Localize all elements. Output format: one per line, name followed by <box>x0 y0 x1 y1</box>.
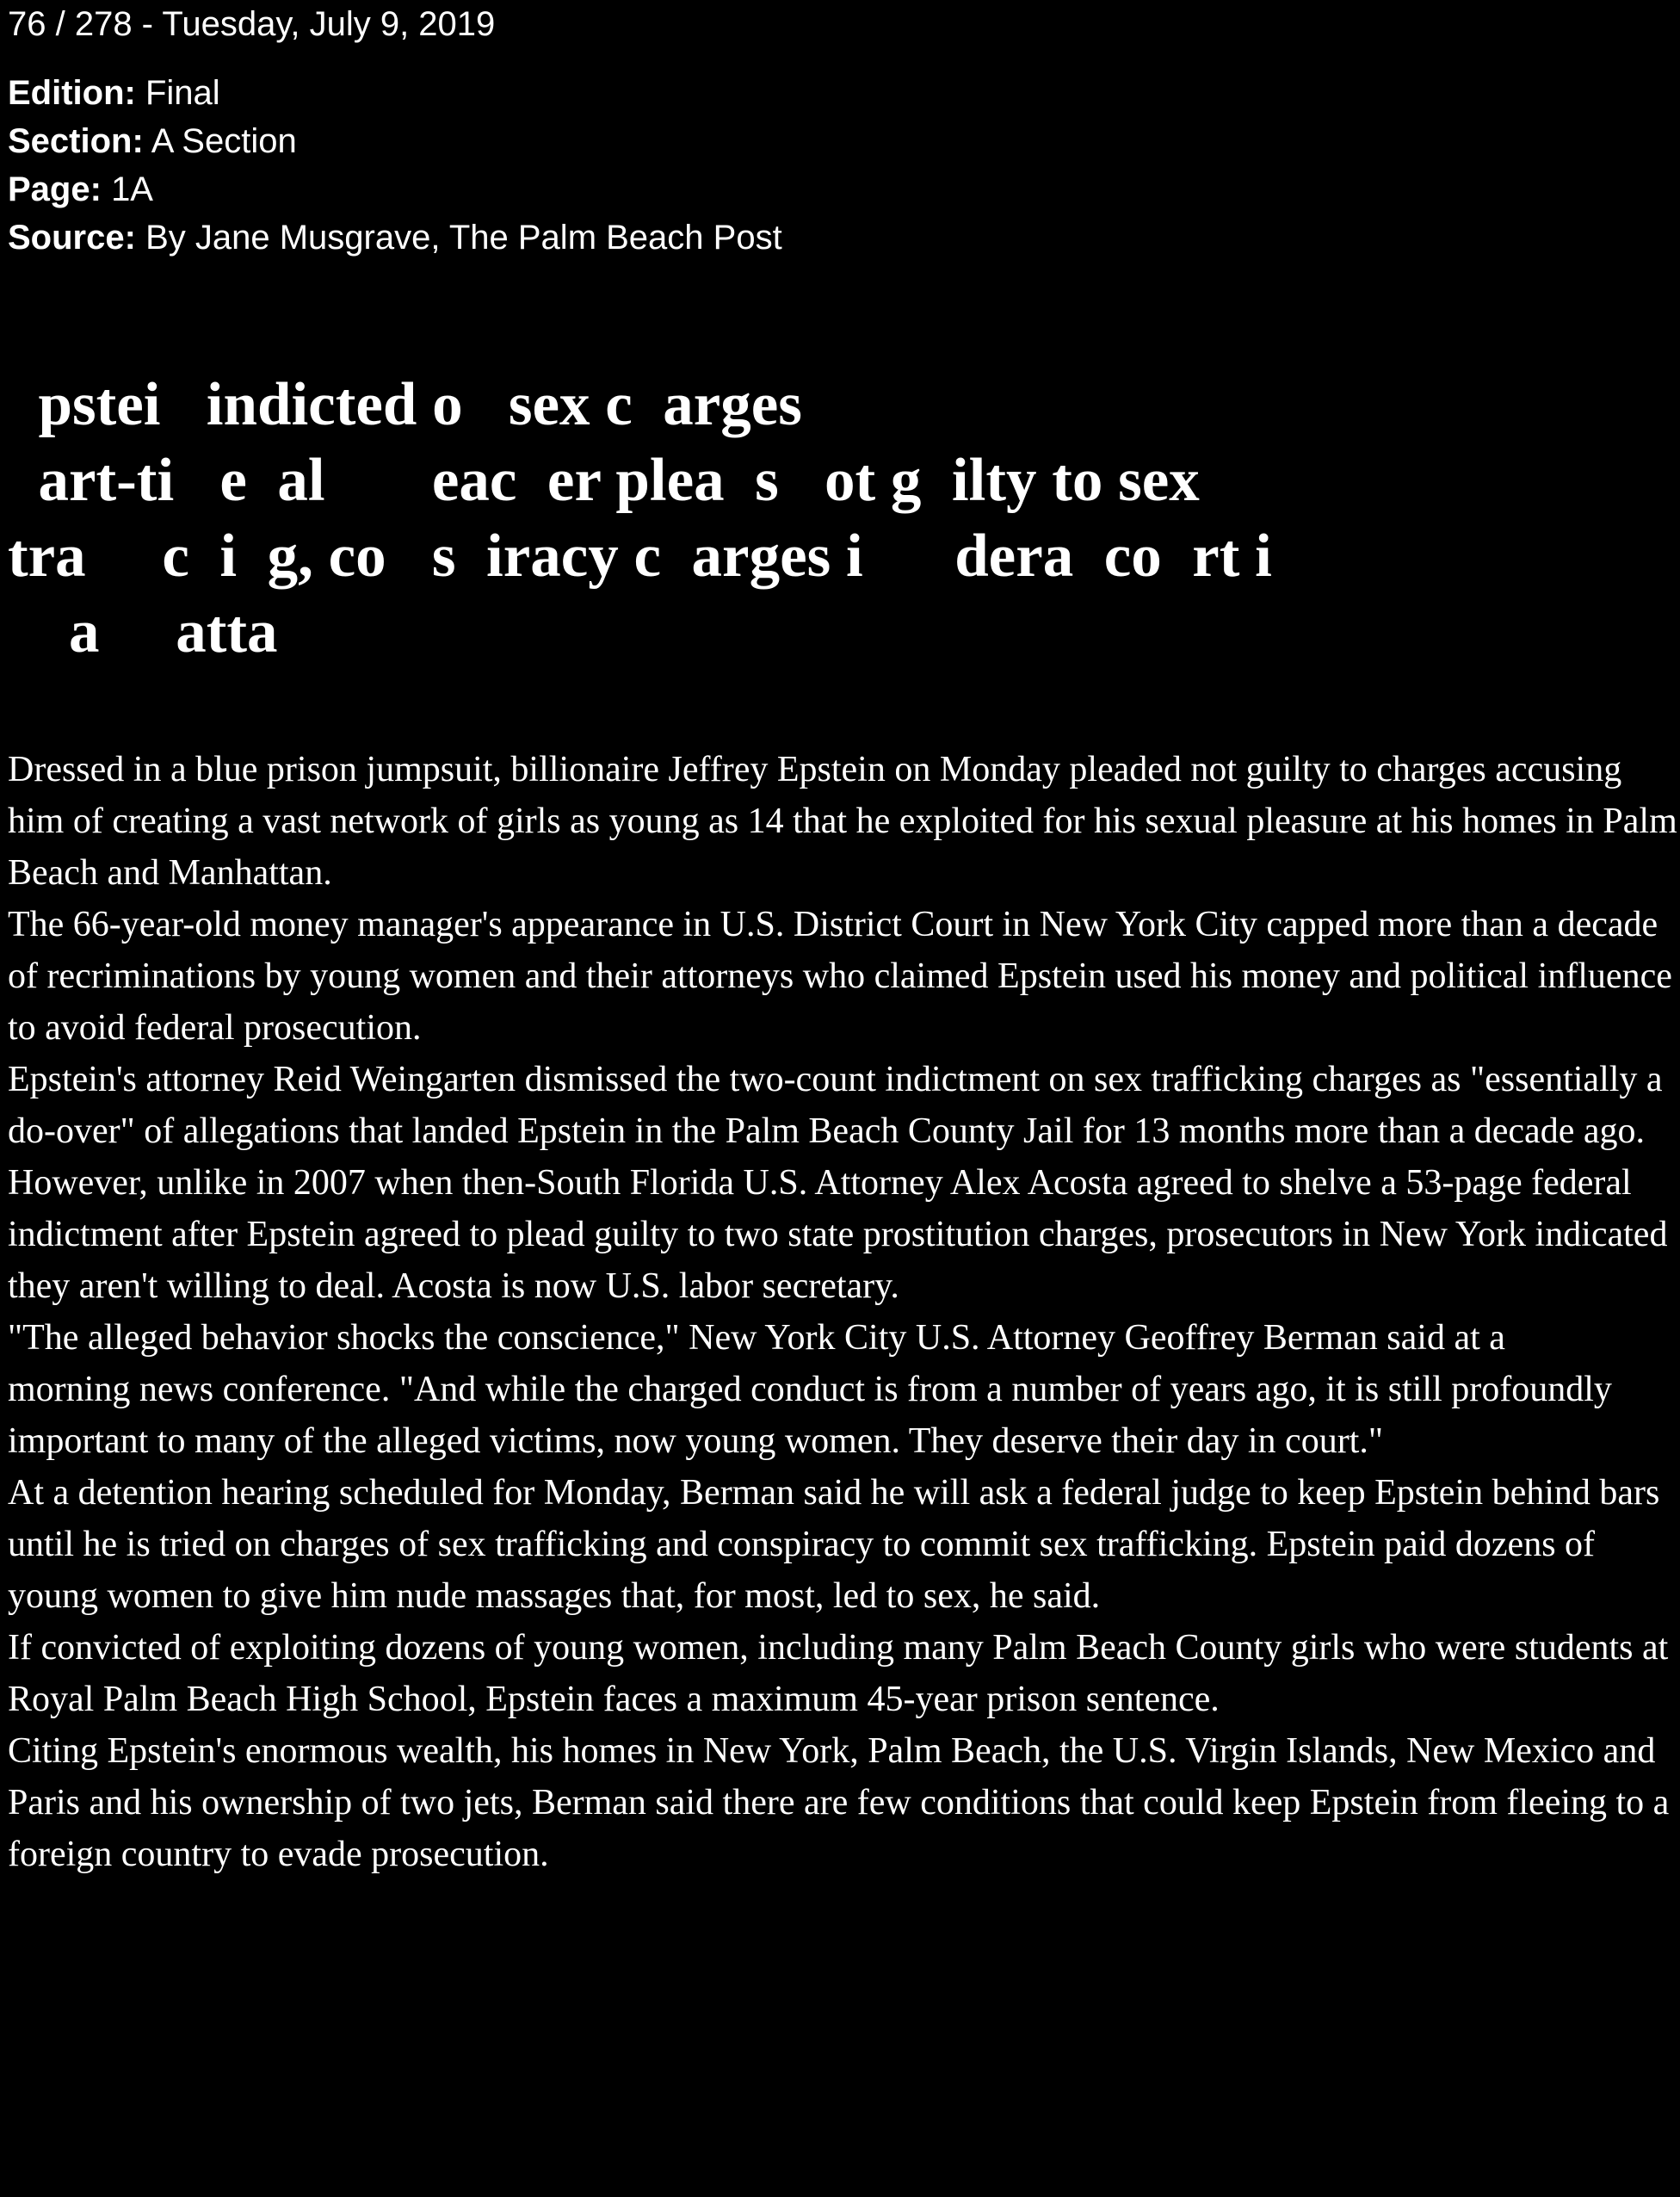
article-paragraph: Epstein's attorney Reid Weingarten dismissed the two-count indictment on sex trafficking charges as "essentially a do-over" of allegations that landed Epstein in the Palm Beach County Jail for 13 months more than a decade ago. <box>8 1060 1663 1151</box>
section-row <box>8 117 782 165</box>
headline <box>8 367 1488 670</box>
article-paragraph: Citing Epstein's enormous wealth, his homes in New York, Palm Beach, the U.S. Virgin Islands, New Mexico and Paris and his ownership of two jets, Berman said there are few conditions that could keep Epstein from fleeing to a foreign country to evade prosecution. <box>8 1731 1670 1874</box>
article-metadata <box>8 0 782 262</box>
article-paragraph: At a detention hearing scheduled for Monday, Berman said he will ask a federal judge to keep Epstein behind bars until he is tried on charges of sex trafficking and conspiracy to commit sex trafficking. Epstein paid dozens of young women to give him nude massages that, for most, led to sex, he said. <box>8 1473 1660 1616</box>
section-value: A Section <box>151 122 297 160</box>
page-value: 1A <box>111 170 153 208</box>
article-paragraph: Dressed in a blue prison jumpsuit, billionaire Jeffrey Epstein on Monday pleaded not guilty to charges accusing him of creating a vast network of girls as young as 14 that he exploited for his sexual pleasure at his homes in Palm Beach and Manhattan. <box>8 750 1677 893</box>
page-row <box>8 165 782 214</box>
article-paragraph: "The alleged behavior shocks the conscience," New York City U.S. Attorney Geoffrey Berman said at a <box>8 1318 1505 1358</box>
headline-line: pstei indicted o sex c arges <box>8 371 802 438</box>
dateline: 76 / 278 - Tuesday, July 9, 2019 <box>8 5 496 43</box>
edition-value: Final <box>145 74 220 112</box>
article-paragraph: If convicted of exploiting dozens of young women, including many Palm Beach County girls who were students at Royal Palm Beach High School, Epstein faces a maximum 45-year prison sentence. <box>8 1628 1669 1719</box>
headline-line: art-ti e al eac er plea s ot g ilty to sex <box>8 447 1200 514</box>
headline-line: a atta <box>8 598 278 665</box>
source-value: By Jane Musgrave, The Palm Beach Post <box>145 219 782 257</box>
headline-line: tra c i g, co s iracy c arges i dera co rt i <box>8 523 1272 590</box>
edition-label: Edition: <box>8 74 136 112</box>
page-label: Page: <box>8 170 102 208</box>
source-row <box>8 214 782 262</box>
edition-row <box>8 69 782 117</box>
article-paragraph: However, unlike in 2007 when then-South Florida U.S. Attorney Alex Acosta agreed to shelve a 53-page federal indictment after Epstein agreed to plead guilty to two state prostitution charges, prosecutors in New York indicated they aren't willing to deal. Acosta is now U.S. labor secretary. <box>8 1163 1668 1306</box>
source-label: Source: <box>8 219 136 257</box>
section-label: Section: <box>8 122 144 160</box>
article-paragraph: The 66-year-old money manager's appearance in U.S. District Court in New York City capped more than a decade of recriminations by young women and their attorneys who claimed Epstein used his money and political influence to avoid federal prosecution. <box>8 905 1672 1048</box>
article-paragraph: morning news conference. "And while the charged conduct is from a number of years ago, it is still profoundly important to many of the alleged victims, now young women. They deserve their day in court." <box>8 1370 1612 1461</box>
article-body <box>8 744 1677 1880</box>
